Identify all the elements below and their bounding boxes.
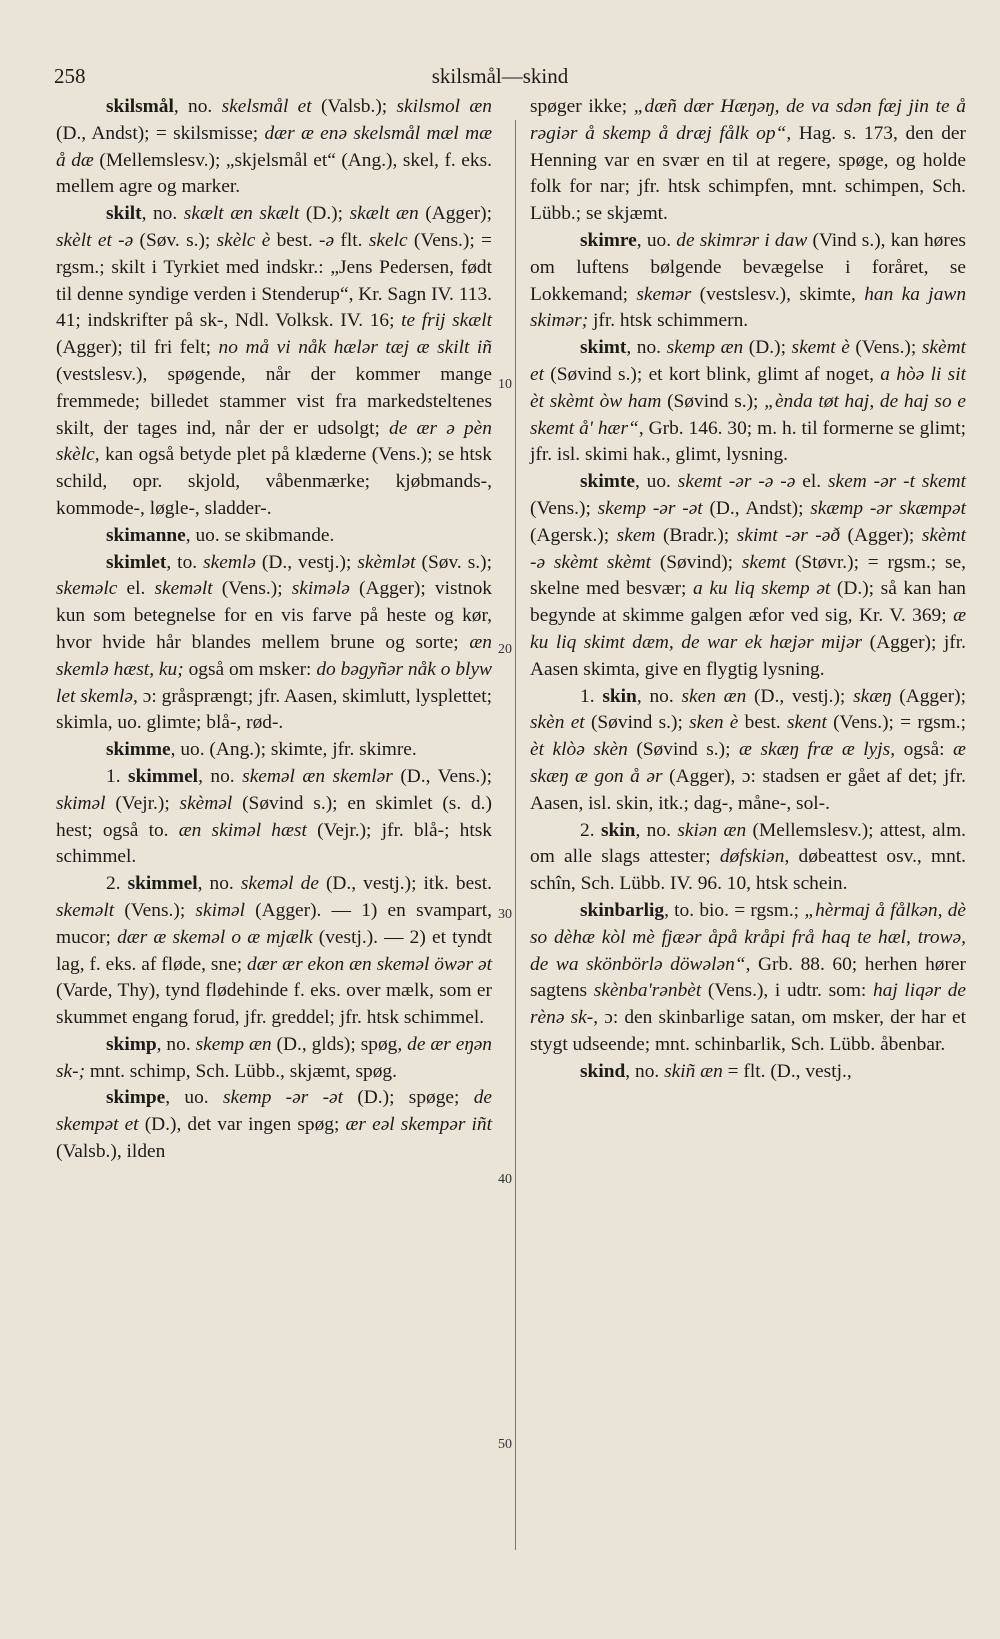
entry-text: (Vens.); xyxy=(530,497,598,519)
dialect-form: skeməl de xyxy=(240,873,319,895)
dialect-form: skemp æn xyxy=(195,1033,272,1055)
line-number: 20 xyxy=(498,642,512,657)
headword: skimre xyxy=(580,229,637,251)
entry-text: , kan også betyde plet på klæderne (Vens.); se htsk schild, opr. skjold, våbenmærke; kjøbmands-, kommode-, løgle-, sladder-. xyxy=(56,444,492,519)
headword: skimpe xyxy=(106,1087,166,1109)
entry-text: (Agger); xyxy=(840,524,922,546)
entry-text: (vestj.). — 2) et tyndt lag, f. eks. af fløde, sne; xyxy=(56,926,492,975)
dialect-form: skemt -ər -ə -ə xyxy=(677,471,796,493)
dialect-form: skènba'rənbèt xyxy=(593,980,702,1002)
entry-text: 2. xyxy=(106,873,128,895)
dialect-form: skiməl xyxy=(56,792,106,814)
entry-text: (D., Vens.); xyxy=(392,765,493,787)
dialect-form: de skimrər i daw xyxy=(676,229,808,251)
headword: skimme xyxy=(106,739,171,761)
dialect-form: a ku liq skemp ət xyxy=(693,578,831,600)
dialect-form: ær eəl skempər iñt xyxy=(345,1114,493,1136)
dictionary-entry xyxy=(56,764,492,871)
dictionary-entry xyxy=(530,469,966,683)
entry-text: (vestslesv.), skimte, xyxy=(691,283,865,305)
dictionary-entry xyxy=(530,898,966,1059)
dialect-form: skent xyxy=(786,712,827,734)
dialect-form: a hòə li sit èt skèmt òw ham xyxy=(530,363,966,412)
entry-text: (Agger), ɔ: stadsen er gået af det; jfr. Aasen, isl. skin, itk.; dag-, måne-, sol-. xyxy=(530,765,966,814)
dialect-form: æn skiməl hæst xyxy=(178,819,307,841)
entry-text: , no. xyxy=(173,96,222,117)
entry-text: , uo. se skibmande. xyxy=(185,524,335,546)
entry-text: (Varde, Thy), tynd flødehinde f. eks. over mælk, som er skummet engang forud, jfr. greddel; jfr. htsk schimmel. xyxy=(56,980,492,1029)
dialect-form: te frij skælt xyxy=(401,310,493,332)
headword: skimmel xyxy=(128,765,199,787)
entry-text: (Bradr.); xyxy=(655,524,737,546)
dialect-form: dær æ skeməl o æ mjælk xyxy=(117,926,313,948)
dictionary-entry xyxy=(56,871,492,1032)
headword: skimanne xyxy=(106,524,186,546)
entry-text: , no. xyxy=(625,1060,665,1082)
dialect-form: de skempət et xyxy=(56,1087,493,1136)
line-number: 50 xyxy=(498,1437,512,1452)
dialect-form: skimələ xyxy=(291,578,350,600)
headword: skimt xyxy=(580,337,627,359)
entry-text: (Søvind s.); xyxy=(627,739,740,761)
headword: skin xyxy=(602,685,637,707)
entry-text: (D., vestj.); xyxy=(255,551,358,573)
headword: skimlet xyxy=(106,551,167,573)
dialect-form: skælt æn xyxy=(349,203,419,225)
entry-text: , no. xyxy=(626,337,667,359)
entry-text: (D.); så kan han begynde at skimme galgen æfor ved sig, Kr. V. 369; xyxy=(530,578,966,627)
dialect-form: „hèrmaj å fålkən, dè so dèhæ kòl mè fjæər åpå kråpi frå haq te hæl, trowə, de wa skönbörlə döwələn“ xyxy=(530,899,966,975)
dictionary-entry xyxy=(530,684,966,818)
dialect-form: skemər xyxy=(636,283,692,305)
entry-text: (D., vestj.); xyxy=(746,685,854,707)
dialect-form: skèlt et -ə xyxy=(56,229,134,251)
line-number: 40 xyxy=(498,1172,512,1187)
headword: skimmel xyxy=(127,873,198,895)
dialect-form: skiməl xyxy=(195,899,245,921)
dictionary-entry xyxy=(56,1032,492,1086)
entry-text: (Valsb.), ilden xyxy=(56,1141,166,1163)
dialect-form: „dæñ dær Hæŋəŋ, de va sdən fæj jin te å rəgiər å skemp å dræj fålk op“ xyxy=(530,96,966,144)
entry-text: jfr. htsk schimmern. xyxy=(588,310,749,332)
dictionary-entry xyxy=(530,818,966,898)
line-number: 30 xyxy=(498,907,512,922)
dialect-form: skeməl æn skemlər xyxy=(242,765,393,787)
entry-text: , Hag. s. 173, den der Henning var en svær en til at regere, spøge, og holde folk for nar; jfr. htsk schimpfen, mnt. schimpen, Sch. Lübb.; se skjæmt. xyxy=(530,122,966,225)
entry-text: (Søvind s.); en skimlet (s. d.) hest; også to. xyxy=(56,792,492,841)
entry-text: , Grb. 146. 30; m. h. til formerne se glimt; jfr. isl. skimi hak., glimt, lysning. xyxy=(530,417,966,466)
dialect-form: skem -ər -t skemt xyxy=(827,471,966,493)
dialect-form: skèmlət xyxy=(357,551,416,573)
headword: skind xyxy=(580,1060,626,1082)
entry-text: (Agger); vistnok kun som betegnelse for en vis farve på heste og kør, hvor hvide hår blandes mellem brune og sorte; xyxy=(56,578,492,653)
entry-text: (Agger); xyxy=(891,685,967,707)
dialect-form: sken è xyxy=(689,712,739,734)
dialect-form: han ka jawn skimər; xyxy=(530,283,967,332)
headword: skimp xyxy=(106,1033,157,1055)
dialect-form: no må vi nåk hælər tæj æ skilt iñ xyxy=(218,337,493,359)
entry-text: (Vind s.), kan høres om luftens bølgende bevægelse i foråret, se Lokkemand; xyxy=(530,229,966,305)
entry-text: (Vens.); xyxy=(114,899,196,921)
dialect-form: haj liqər de rènə sk- xyxy=(530,980,966,1029)
dictionary-entry xyxy=(530,1059,966,1086)
entry-text: (Vens.); = rgsm.; skilt i Tyrkiet med indskr.: „Jens Pedersen, født til denne syndige verden i Stenderup“, Kr. Sagn IV. 113. 41; indskrifter på sk-, Ndl. Volksk. IV. 16; xyxy=(56,229,492,332)
entry-text: (Søvind s.); xyxy=(661,390,765,412)
dialect-form: skèmt et xyxy=(530,337,967,385)
entry-text: (vestslesv.), spøgende, når der kommer mange fremmede; billedet stammer vist fra markedsteltenes skilt, der tages ind, når der er udsolgt; xyxy=(56,363,492,439)
entry-text: (D.); spøge; xyxy=(343,1087,474,1109)
dialect-form: skemp -ər -ət xyxy=(222,1087,344,1109)
dialect-form: skiñ æn xyxy=(664,1060,723,1082)
entry-text: (Agger); til fri felt; xyxy=(56,337,219,359)
entry-text: 1. xyxy=(106,765,129,787)
entry-text: (D., Andst); = skilsmisse; xyxy=(56,122,265,144)
dialect-form: æn skemlə hæst, ku; xyxy=(56,631,492,680)
entry-text: (Agersk.); xyxy=(530,524,617,546)
dialect-form: æ ku liq skimt dæm, de war ek hæjər mijər xyxy=(530,605,966,653)
entry-text: el. xyxy=(117,578,155,600)
dictionary-entry xyxy=(530,228,966,335)
headword: skinbarlig xyxy=(580,899,665,921)
dialect-form: skemp æn xyxy=(666,337,744,359)
dialect-form: skèlc è xyxy=(216,229,271,251)
dialect-form: æ skæŋ fræ æ lyjs, xyxy=(739,739,896,761)
dialect-form: skimt -ər -əð xyxy=(736,524,841,546)
entry-text: (Agger); jfr. Aasen skimta, give en flygtig lysning. xyxy=(530,631,966,680)
dictionary-entry xyxy=(530,335,966,469)
line-number: 10 xyxy=(498,377,512,392)
entry-text: mnt. schimp, Sch. Lübb., skjæmt, spøg. xyxy=(85,1060,397,1082)
entry-text: , to. xyxy=(166,551,204,573)
dialect-form: skæŋ xyxy=(853,685,892,707)
entry-text: (D.); xyxy=(299,203,350,225)
dictionary-entry xyxy=(56,201,492,523)
dialect-form: de ær eŋən sk-; xyxy=(56,1033,493,1082)
entry-text: (D.); xyxy=(743,337,792,359)
dialect-form: skèn et xyxy=(530,712,585,734)
headword: skimte xyxy=(580,471,635,493)
entry-text: el. xyxy=(795,471,828,493)
entry-text: , uo. xyxy=(634,471,678,493)
dictionary-entry xyxy=(56,737,492,764)
entry-text: (Mellemslesv.); „skjelsmål et“ (Ang.), skel, f. eks. mellem agre og marker. xyxy=(56,149,492,198)
entry-text: (D.), det var ingen spøg; xyxy=(138,1114,346,1136)
dialect-form: èt klòə skèn xyxy=(530,739,628,761)
entry-text: flt. xyxy=(334,229,369,251)
dialect-form: dær ær ekon æn skeməl öwər ət xyxy=(247,953,492,975)
dialect-form: skèmt -ə skèmt skèmt xyxy=(530,524,966,573)
entry-text: spøger ikke; xyxy=(530,96,634,117)
entry-text: (Søvind s.); et kort blink, glimt af noget, xyxy=(544,363,881,385)
entry-text: , no. xyxy=(141,203,184,225)
entry-text: (Søvind s.); xyxy=(584,712,690,734)
entry-text: (D., glds); spøg, xyxy=(271,1033,408,1055)
headword: skin xyxy=(600,819,636,841)
headword: skilsmål xyxy=(106,96,174,117)
dialect-form: skiən æn xyxy=(677,819,747,841)
running-head: skilsmål—skind xyxy=(431,64,569,88)
entry-text: også om msker: xyxy=(183,658,317,680)
dialect-form: skelsmål et xyxy=(221,96,312,117)
entry-text: , Grb. 88. 60; herhen hører sagtens xyxy=(530,953,966,1002)
entry-text: = flt. (D., vestj., xyxy=(722,1060,852,1082)
dialect-form: -ə xyxy=(319,229,335,251)
entry-text: (Vens.); xyxy=(212,578,292,600)
left-column xyxy=(56,94,492,1166)
entry-text: (D., Andst); xyxy=(702,497,811,519)
entry-text: , no. xyxy=(635,819,678,841)
entry-text: , uo. xyxy=(636,229,677,251)
right-column xyxy=(530,94,966,1085)
entry-text: , døbeattest osv., mnt. schîn, Sch. Lübb. IV. 96. 10, htsk schein. xyxy=(530,846,967,895)
entry-text: best. xyxy=(270,229,320,251)
entry-text: , to. bio. = rgsm.; xyxy=(664,899,805,921)
entry-text: (Valsb.); xyxy=(311,96,397,117)
dialect-form: do bəgyñər nåk o blyw let skemlə xyxy=(56,658,492,707)
dictionary-entry xyxy=(56,1085,492,1165)
entry-text: , no. xyxy=(197,873,241,895)
page-number: 258 xyxy=(54,64,86,88)
dialect-form: skemlə xyxy=(203,551,256,573)
entry-text: (Søvind); xyxy=(651,551,742,573)
headword: skilt xyxy=(106,203,142,225)
entry-text: , no. xyxy=(198,765,243,787)
dialect-form: skæmp -ər skæmpət xyxy=(810,497,966,519)
entry-text: (Søv. s.); xyxy=(133,229,217,251)
entry-text: , ɔ: gråsprængt; jfr. Aasen, skimlutt, lysplettet; skimla, uo. glimte; blå-, rød-. xyxy=(56,685,492,734)
dialect-form: skemp -ər -ət xyxy=(597,497,703,519)
entry-text: (Vejr.); xyxy=(105,792,180,814)
dictionary-entry xyxy=(56,94,492,201)
dialect-form: døfskiən xyxy=(719,846,785,868)
dialect-form: skeməlt xyxy=(56,899,115,921)
entry-text: , uo. xyxy=(165,1087,223,1109)
dialect-form: skèməl xyxy=(179,792,233,814)
entry-text: , ɔ: den skinbarlige satan, om msker, der har et stygt udseende; mnt. schinbarlik, Sch. Lübb. åbenbar. xyxy=(530,1007,966,1055)
dialect-form: skemt è xyxy=(791,337,850,359)
dialect-form: sken æn xyxy=(681,685,747,707)
entry-text: (Vens.); = rgsm.; xyxy=(826,712,967,734)
entry-text: også: xyxy=(895,739,954,761)
entry-text: (Søv. s.); xyxy=(415,551,492,573)
entry-text: (Agger). — 1) en svampart, mucor; xyxy=(56,899,492,948)
dictionary-entry xyxy=(530,94,966,228)
dialect-form: skemt xyxy=(741,551,787,573)
dialect-form: skeməlt xyxy=(154,578,213,600)
entry-text: (D., vestj.); itk. best. xyxy=(318,873,492,895)
entry-text: (Vens.); xyxy=(849,337,922,359)
dictionary-entry xyxy=(56,523,492,550)
dialect-form: „ènda tøt haj, de haj so e skemt å' hær“ xyxy=(530,390,966,439)
entry-text: (Mellemslesv.); attest, alm. om alle slags attester; xyxy=(530,819,967,868)
dialect-form: dær æ enə skelsmål mæl mæ å dæ xyxy=(56,122,493,171)
entry-text: (Vejr.); jfr. blå-; htsk schimmel. xyxy=(56,819,492,868)
entry-text: , no. xyxy=(636,685,682,707)
entry-text: 2. xyxy=(580,819,601,841)
entry-text: , no. xyxy=(156,1033,196,1055)
entry-text: best. xyxy=(738,712,787,734)
column-divider xyxy=(515,120,516,1550)
dialect-form: skeməlc xyxy=(56,578,118,600)
dialect-form: skilsmol æn xyxy=(396,96,492,117)
dialect-form: æ skæŋ æ gon å ər xyxy=(530,739,966,787)
entry-text: 1. xyxy=(580,685,603,707)
dialect-form: skelc xyxy=(368,229,408,251)
dialect-form: skælt æn skælt xyxy=(183,203,300,225)
dialect-form: skem xyxy=(616,524,656,546)
entry-text: (Vens.), i udtr. som: xyxy=(701,980,873,1002)
entry-text: (Agger); xyxy=(418,203,493,225)
dictionary-entry xyxy=(56,550,492,738)
entry-text: (Støvr.); = rgsm.; se, skelne med besvær; xyxy=(530,551,967,600)
entry-text: , uo. (Ang.); skimte, jfr. skimre. xyxy=(170,739,417,761)
dialect-form: de ær ə pèn skèlc xyxy=(56,417,492,466)
